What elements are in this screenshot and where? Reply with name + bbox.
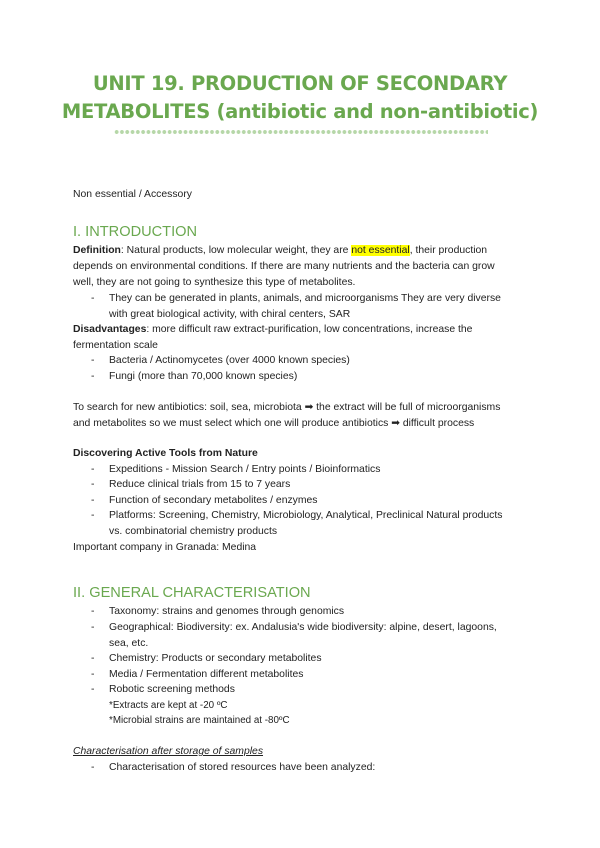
- subtitle: Non essential / Accessory: [73, 189, 192, 200]
- bullet-item: Bacteria / Actinomycetes (over 4000 known species): [109, 355, 350, 366]
- bullet-item: Reduce clinical trials from 15 to 7 years: [109, 479, 291, 490]
- bullet-dash: -: [91, 622, 95, 633]
- title-line-1: UNIT 19. PRODUCTION OF SECONDARY: [92, 72, 508, 95]
- storage-subheading: Characterisation after storage of samples: [73, 746, 264, 757]
- bullet-dash: -: [91, 762, 95, 773]
- search-paragraph: To search for new antibiotics: soil, sea, microbiota ➡ the extract will be full of microorganisms: [73, 402, 501, 413]
- bullet-dash: -: [91, 684, 95, 695]
- document-title: [0, 70, 600, 126]
- bullet-dash: -: [91, 495, 95, 506]
- discover-heading: Discovering Active Tools from Nature: [73, 448, 258, 459]
- note-microbial-strains: *Microbial strains are maintained at -80ºC: [109, 715, 290, 726]
- bullet-item: Expeditions - Mission Search / Entry points / Bioinformatics: [109, 464, 381, 475]
- bullet-item-continuation: with great biological activity, with chiral centers, SAR: [109, 309, 351, 320]
- section-heading-general-characterisation: II. GENERAL CHARACTERISATION: [73, 585, 311, 601]
- bullet-item-continuation: vs. combinatorial chemistry products: [109, 526, 278, 537]
- definition-line-3: well, they are not going to synthesize this type of metabolites.: [73, 277, 356, 288]
- definition-line-2: depends on environmental conditions. If there are many nutrients and the bacteria can grow: [73, 261, 495, 272]
- company-note: Important company in Granada: Medina: [73, 542, 257, 553]
- bullet-dash: -: [91, 669, 95, 680]
- bullet-item: Platforms: Screening, Chemistry, Microbiology, Analytical, Preclinical Natural products: [109, 510, 503, 521]
- bullet-item: Function of secondary metabolites / enzymes: [109, 495, 318, 506]
- bullet-dash: -: [91, 479, 95, 490]
- bullet-dash: -: [91, 355, 95, 366]
- search-paragraph-line-2: and metabolites so we must select which one will produce antibiotics ➡ difficult process: [73, 418, 475, 429]
- disadvantages-line-2: fermentation scale: [73, 340, 158, 351]
- definition-label: Definition: [73, 245, 121, 256]
- note-extracts: *Extracts are kept at -20 ºC: [109, 700, 228, 711]
- bullet-dash: -: [91, 464, 95, 475]
- bullet-item: Robotic screening methods: [109, 684, 235, 695]
- bullet-item: Chemistry: Products or secondary metabolites: [109, 653, 322, 664]
- bullet-item: Fungi (more than 70,000 known species): [109, 371, 298, 382]
- bullet-item: Taxonomy: strains and genomes through genomics: [109, 606, 345, 617]
- disadvantages-label: Disadvantages: [73, 324, 147, 335]
- bullet-item: Media / Fermentation different metabolites: [109, 669, 304, 680]
- bullet-dash: -: [91, 510, 95, 521]
- disadvantages-paragraph: Disadvantages: more difficult raw extract-purification, low concentrations, increase the: [73, 324, 473, 335]
- bullet-item: Geographical: Biodiversity: ex. Andalusia's wide biodiversity: alpine, desert, lagoons,: [109, 622, 497, 633]
- definition-paragraph: Definition: Natural products, low molecular weight, they are not essential, their production: [73, 245, 488, 256]
- section-heading-introduction: I. INTRODUCTION: [73, 224, 198, 240]
- bullet-dash: -: [91, 371, 95, 382]
- highlighted-text: not essential: [351, 245, 410, 256]
- bullet-dash: -: [91, 293, 95, 304]
- bullet-dash: -: [91, 606, 95, 617]
- bullet-item: They can be generated in plants, animals, and microorganisms They are very diverse: [109, 293, 501, 304]
- bullet-item-continuation: sea, etc.: [109, 638, 149, 649]
- bullet-dash: -: [91, 653, 95, 664]
- title-dotted-divider: [114, 128, 488, 136]
- title-line-2: METABOLITES (antibiotic and non-antibiotic): [61, 100, 539, 123]
- bullet-item: Characterisation of stored resources have been analyzed:: [109, 762, 376, 773]
